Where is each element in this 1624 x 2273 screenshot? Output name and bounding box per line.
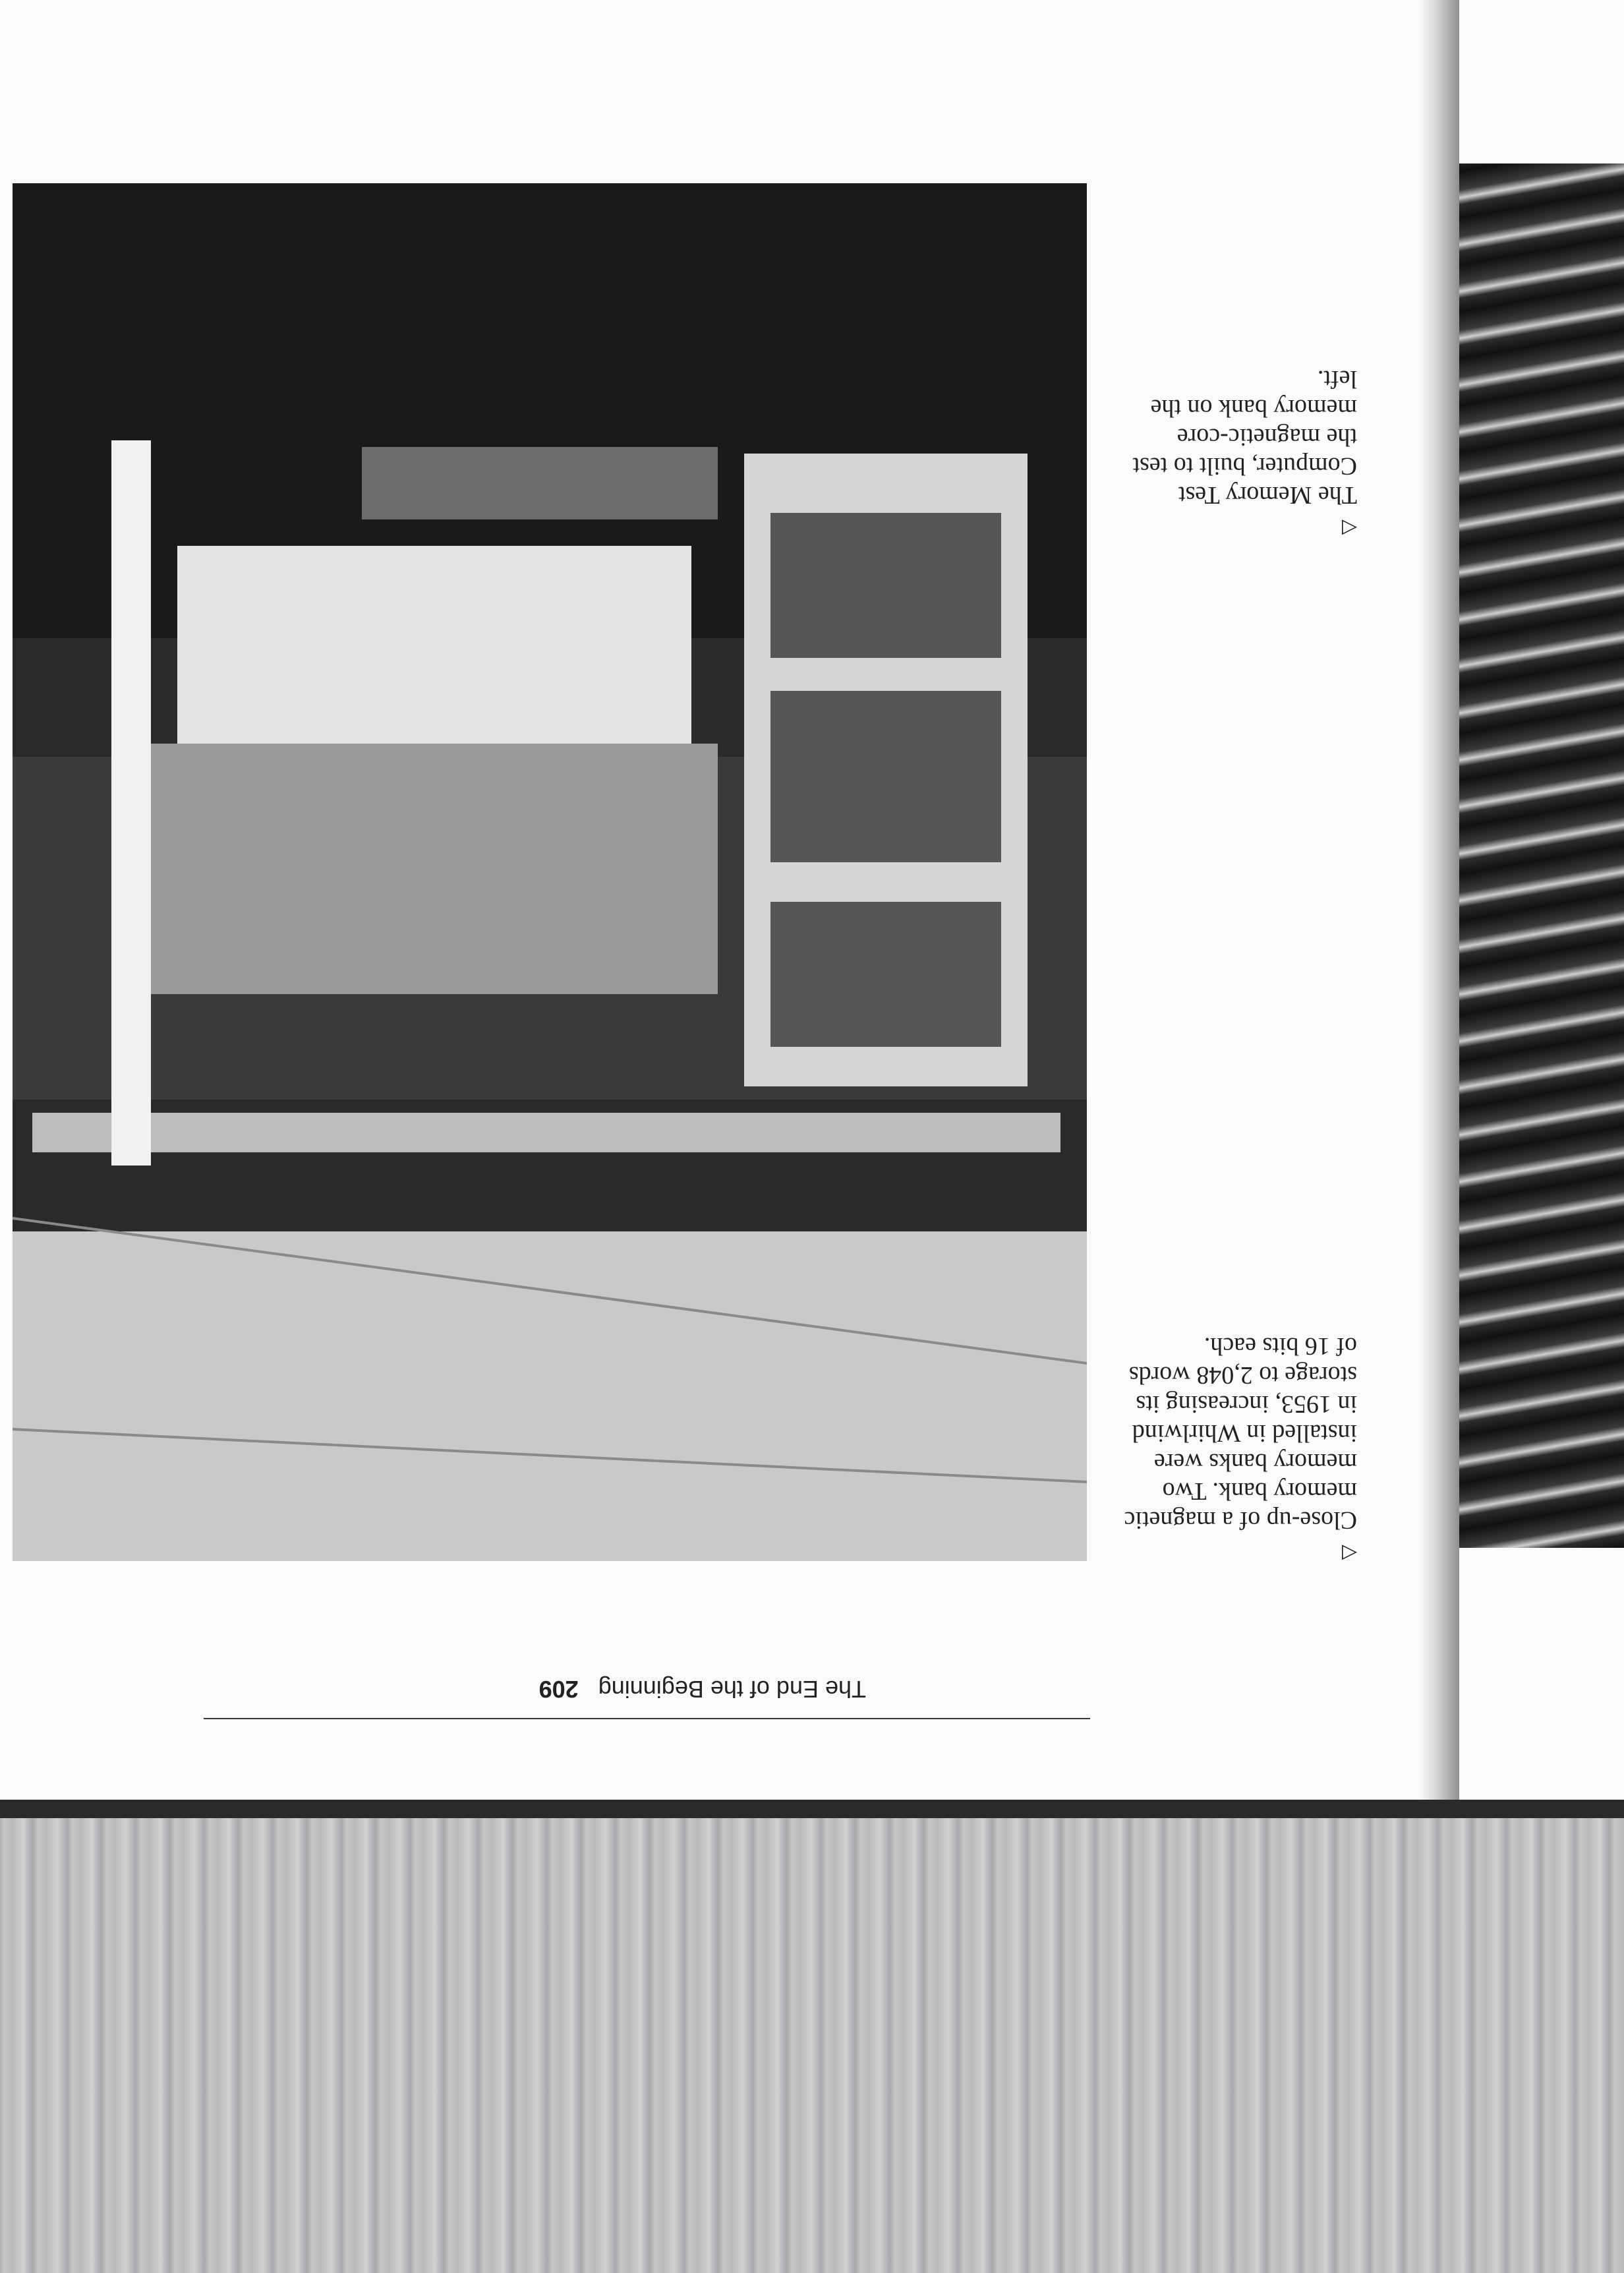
caption-close-up-text: Close-up of a magnetic memory bank. Two memory banks were installed in Whirlwind in 1953, increasing its storage to 2,048 words of 16 bits each. — [1124, 1332, 1357, 1534]
footer-rule — [204, 1718, 1090, 1719]
caption-close-up — [1120, 1332, 1357, 1568]
memory-bank-photo — [1459, 163, 1624, 1548]
running-head: The End of the Beginning — [598, 1676, 866, 1703]
caption-memory-test — [1120, 365, 1357, 543]
pointer-left-icon: ◁ — [1341, 517, 1357, 539]
scanner-background — [0, 1802, 1624, 2273]
caption-memory-test-text: The Memory Test Computer, built to test the magnetic-core memory bank on the left. — [1132, 365, 1357, 509]
page-footer — [539, 1675, 866, 1703]
photo-illustration — [13, 183, 1087, 1561]
memory-test-computer-photo — [13, 183, 1087, 1561]
book-gutter — [1420, 0, 1459, 1800]
pointer-left-icon: ◁ — [1341, 1543, 1357, 1564]
page-edge — [0, 1800, 1624, 1818]
page-number: 209 — [538, 1676, 579, 1703]
